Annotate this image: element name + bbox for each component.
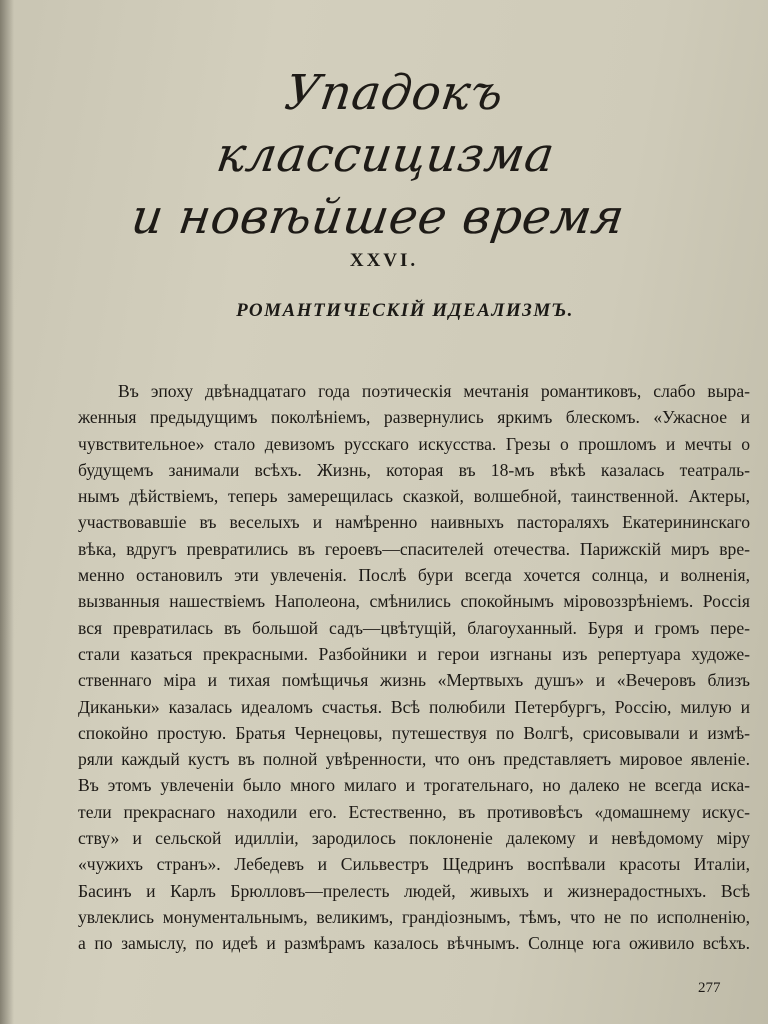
text-line: Диканьки» казалась идеаломъ счастья. Всѣ полюбили Петербургъ, Россію, милую и: [78, 696, 750, 717]
text-line: менно остановилъ эти увлеченія. Послѣ бури всегда хочется солнца, и волненія,: [78, 565, 750, 586]
page-number: 277: [698, 980, 721, 996]
text-line: Въ этомъ увлеченіи было много милаго и трогательнаго, но далеко не всегда иска-: [78, 775, 750, 796]
section-heading: РОМАНТИЧЕСКІЙ ИДЕАЛИЗМЪ.: [236, 300, 574, 321]
text-line: ству» и сельской идилліи, зародилось поклоненіе далекому и невѣдомому міру: [78, 828, 750, 849]
text-line: участвовавшіе въ веселыхъ и намѣренно наивныхъ пастораляхъ Екатерининскаго: [78, 512, 750, 533]
text-line: а по замыслу, по идеѣ и размѣрамъ казалось вѣчнымъ. Солнце юга оживило всѣхъ.: [78, 933, 750, 954]
page-gutter-shadow: [0, 0, 14, 1024]
text-line: спокойно простую. Братья Чернецовы, путешествуя по Волгѣ, срисовывали и измѣ-: [78, 722, 750, 743]
text-line: будущемъ занимали всѣхъ. Жизнь, которая въ 18-мъ вѣкѣ казалась театраль-: [78, 459, 750, 480]
text-line: Басинъ и Карлъ Брюлловъ—прелесть людей, живыхъ и жизнерадостныхъ. Всѣ: [78, 880, 750, 901]
text-line: Въ эпоху двѣнадцатаго года поэтическія мечтанія романтиковъ, слабо выра-: [118, 381, 750, 401]
title-line-2: и новѣйшее время: [128, 189, 628, 245]
text-line: тели прекраснаго находили его. Естественно, въ противовѣсъ «домашнему искус-: [78, 801, 750, 822]
text-line: женныя предыдущимъ поколѣніемъ, развернулись яркимъ блескомъ. «Ужасное и: [78, 407, 750, 428]
text-line: вся превратилась въ большой садъ—цвѣтущій, благоуханный. Буря и громъ пере-: [78, 617, 750, 638]
text-line: вызванныя нашествіемъ Наполеона, смѣнились спокойнымъ міровоззрѣніемъ. Россія: [78, 591, 750, 612]
text-line: чувствительное» стало девизомъ русскаго искусства. Грезы о прошломъ и мечты о: [78, 433, 750, 454]
text-line: ряли каждый кустъ въ полной увѣренности, что онъ представляетъ мировое явленіе.: [78, 749, 750, 770]
text-line: ственнаго міра и тихая помѣщичья жизнь «Мертвыхъ душъ» и «Вечеровъ близъ: [78, 670, 750, 691]
body-paragraph: [78, 378, 750, 957]
text-line: нымъ дѣйствіемъ, теперь замерещилась сказкой, волшебной, таинственной. Актеры,: [78, 486, 750, 507]
title-line-1: Упадокъ классицизма: [213, 65, 559, 183]
text-line: увлеклись монументальнымъ, великимъ, грандіознымъ, тѣмъ, что не по исполненію,: [78, 906, 750, 927]
text-line: стали казаться прекрасными. Разбойники и герои изгнаны изъ репертуара художе-: [78, 643, 750, 664]
page-title: [128, 62, 630, 248]
text-line: вѣка, вдругъ превратились въ героевъ—спасителей отечества. Парижскій миръ вре-: [78, 538, 750, 559]
text-line: «чужихъ странъ». Лебедевъ и Сильвестръ Щедринъ воспѣвали красоты Италіи,: [78, 854, 750, 875]
chapter-number: XXVI.: [349, 250, 419, 271]
